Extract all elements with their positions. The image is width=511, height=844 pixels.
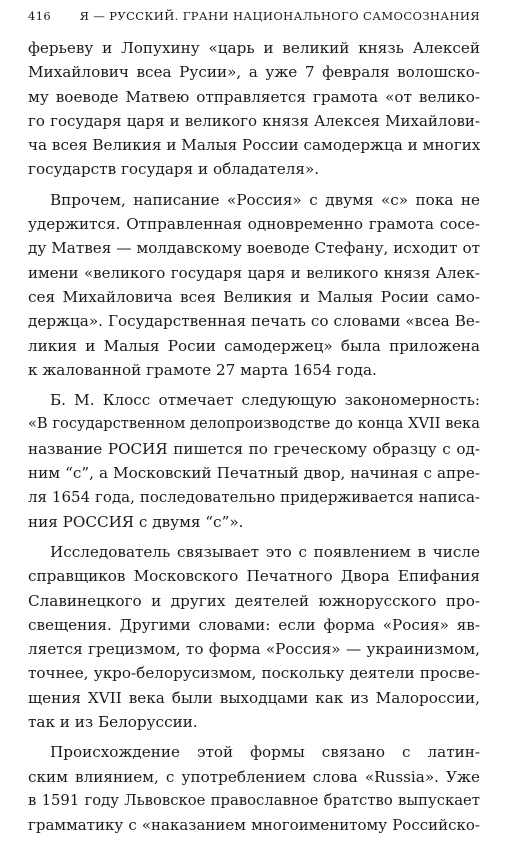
running-head: Я — РУССКИЙ. ГРАНИ НАЦИОНАЛЬНОГО САМОСОЗНАНИЯ xyxy=(79,9,480,23)
text-line: в 1591 году Львовское православное братство выпускает xyxy=(28,791,480,809)
paragraph xyxy=(28,388,480,534)
text-line: «В государственном делопроизводстве до конца XVII века xyxy=(28,415,480,433)
text-line: щения XVII века были выходцами как из Малороссии, xyxy=(28,688,480,707)
book-page xyxy=(28,0,481,835)
text-line: держца». Государственная печать со словами «всеа Ве- xyxy=(28,312,480,331)
text-line: ним “с”, а Московский Печатный двор, начиная с апре- xyxy=(28,464,480,483)
text-line: Впрочем, написание «Россия» с двумя «с» пока не xyxy=(50,190,480,209)
text-line: свещения. Другими словами: если форма «Росия» яв- xyxy=(28,615,480,634)
text-line: ляется грецизмом, то форма «Россия» — украинизмом, xyxy=(28,640,480,659)
text-line: ния РОССИЯ с двумя “с”». xyxy=(28,512,244,531)
text-line: Б. М. Клосс отмечает следующую закономерность: xyxy=(50,391,480,410)
text-line: государств государя и обладателя». xyxy=(28,160,320,179)
text-line: к жалованной грамоте 27 марта 1654 года. xyxy=(28,360,377,379)
text-line: ча всея Великия и Малыя России самодержца и многих xyxy=(28,136,481,155)
text-line: сея Михайловича всея Великия и Малыя Росии само- xyxy=(28,287,480,306)
text-line: Славинецкого и других деятелей южнорусского про- xyxy=(28,591,480,610)
text-line: грамматику с «наказанием многоименитому Российско- xyxy=(28,816,480,835)
text-line: ду Матвея — молдавскому воеводе Стефану, исходит от xyxy=(28,239,480,258)
text-line: имени «великого государя царя и великого князя Алек- xyxy=(28,263,480,282)
text-line: название РОСИЯ пишется по греческому образцу с од- xyxy=(28,439,480,458)
page-header xyxy=(28,9,480,27)
paragraph xyxy=(28,740,480,837)
text-line: точнее, укро-белорусизмом, поскольку деятели просве- xyxy=(28,664,480,683)
text-line: ликия и Малыя Росии самодержец» была приложена xyxy=(28,336,480,355)
page-number: 416 xyxy=(28,9,52,23)
text-line: так и из Белоруссии. xyxy=(28,713,198,732)
body-text xyxy=(28,36,480,844)
text-line: Михайлович всеа Русии», а уже 7 февраля волошско- xyxy=(28,63,480,82)
paragraph xyxy=(28,540,480,734)
text-line: му воеводе Матвею отправляется грамота «от велико- xyxy=(28,87,480,106)
text-line: го государя царя и великого князя Алексея Михайлови- xyxy=(28,111,480,130)
text-line: Происхождение этой формы связано с латин- xyxy=(50,743,480,762)
paragraph xyxy=(28,36,480,182)
text-line: ля 1654 года, последовательно придерживается написа- xyxy=(28,488,480,507)
text-line: Исследователь связывает это с появлением в числе xyxy=(50,542,480,561)
text-line: ским влиянием, с употреблением слова «Russia». Уже xyxy=(28,767,480,786)
text-line: справщиков Московского Печатного Двора Епифания xyxy=(28,567,480,586)
text-line: удержится. Отправленная одновременно грамота сосе- xyxy=(28,215,480,234)
paragraph xyxy=(28,188,480,382)
text-line: ферьеву и Лопухину «царь и великий князь Алексей xyxy=(28,39,480,57)
